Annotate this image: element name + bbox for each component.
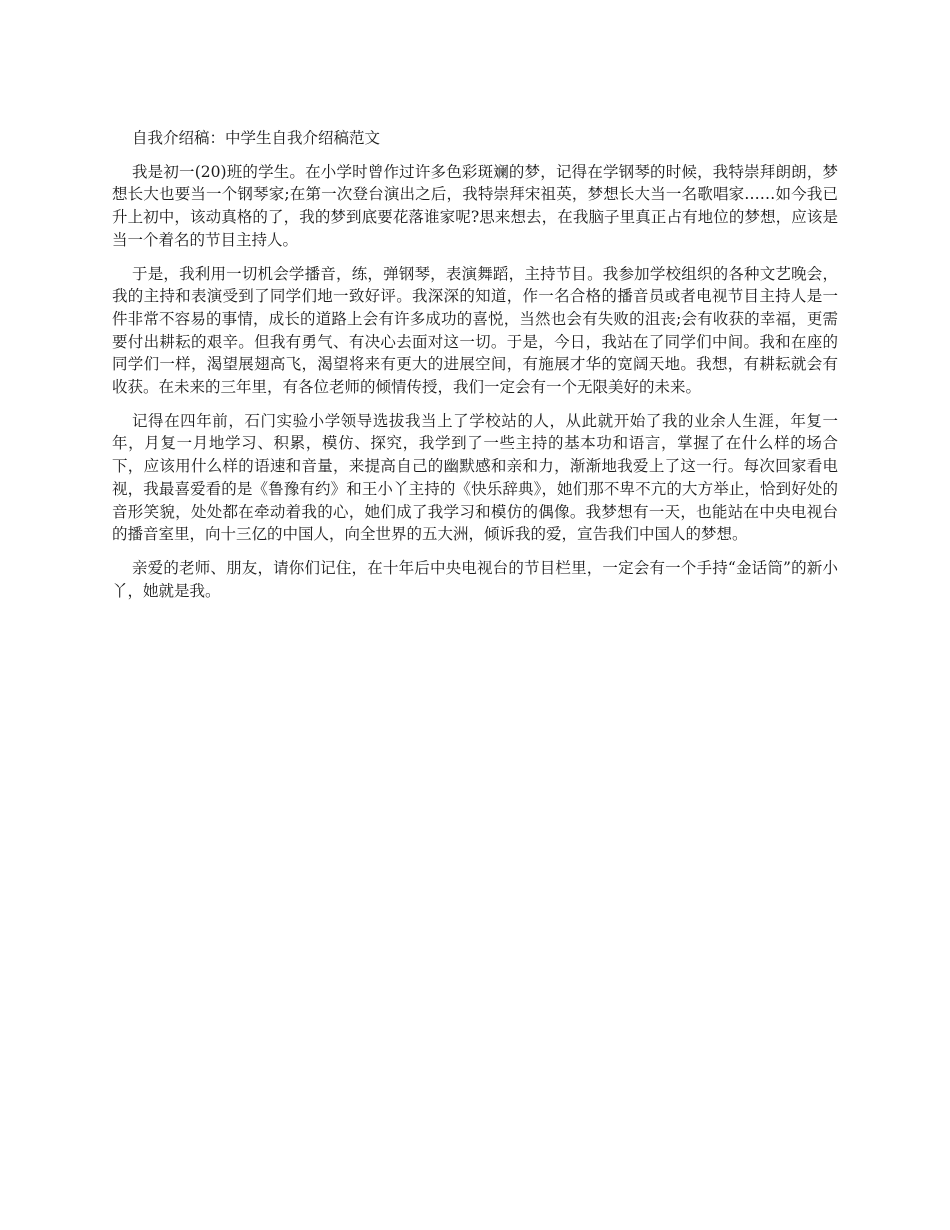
paragraph-2: 于是，我利用一切机会学播音，练，弹钢琴，表演舞蹈，主持节目。我参加学校组织的各种文艺晚会，我的主持和表演受到了同学们地一致好评。我深深的知道，作一名合格的播音员或者电视节目主持人是一件非常不容易的事情，成长的道路上会有许多成功的喜悦，当然也会有失败的沮丧;会有收获的幸福，更需要付出耕耘的艰辛。但我有勇气、有决心去面对这一切。于是，今日，我站在了同学们中间。我和在座的同学们一样，渴望展翅高飞，渴望将来有更大的进展空间，有施展才华的宽阔天地。我想，有耕耘就会有收获。在未来的三年里，有各位老师的倾情传授，我们一定会有一个无限美好的未来。 — [112, 264, 838, 397]
document-page — [112, 127, 838, 613]
paragraph-4: 亲爱的老师、朋友，请你们记住，在十年后中央电视台的节目栏里，一定会有一个手持“金话筒”的新小丫，她就是我。 — [112, 558, 838, 600]
paragraph-1: 我是初一(20)班的学生。在小学时曾作过许多色彩斑斓的梦，记得在学钢琴的时候，我特崇拜朗朗，梦想长大也要当一个钢琴家;在第一次登台演出之后，我特崇拜宋祖英，梦想长大当一名歌唱家……如今我已升上初中，该动真格的了，我的梦到底要花落谁家呢?思来想去，在我脑子里真正占有地位的梦想，应该是当一个着名的节目主持人。 — [112, 162, 838, 249]
paragraph-3: 记得在四年前，石门实验小学领导选拔我当上了学校站的人，从此就开始了我的业余人生涯，年复一年，月复一月地学习、积累，模仿、探究，我学到了一些主持的基本功和语言，掌握了在什么样的场合下，应该用什么样的语速和音量，来提高自己的幽默感和亲和力，渐渐地我爱上了这一行。每次回家看电视，我最喜爱看的是《鲁豫有约》和王小丫主持的《快乐辞典》，她们那不卑不亢的大方举止，恰到好处的音形笑貌，处处都在牵动着我的心，她们成了我学习和模仿的偶像。我梦想有一天，也能站在中央电视台的播音室里，向十三亿的中国人，向全世界的五大洲，倾诉我的爱，宣告我们中国人的梦想。 — [112, 411, 838, 544]
document-title: 自我介绍稿：中学生自我介绍稿范文 — [132, 129, 381, 147]
